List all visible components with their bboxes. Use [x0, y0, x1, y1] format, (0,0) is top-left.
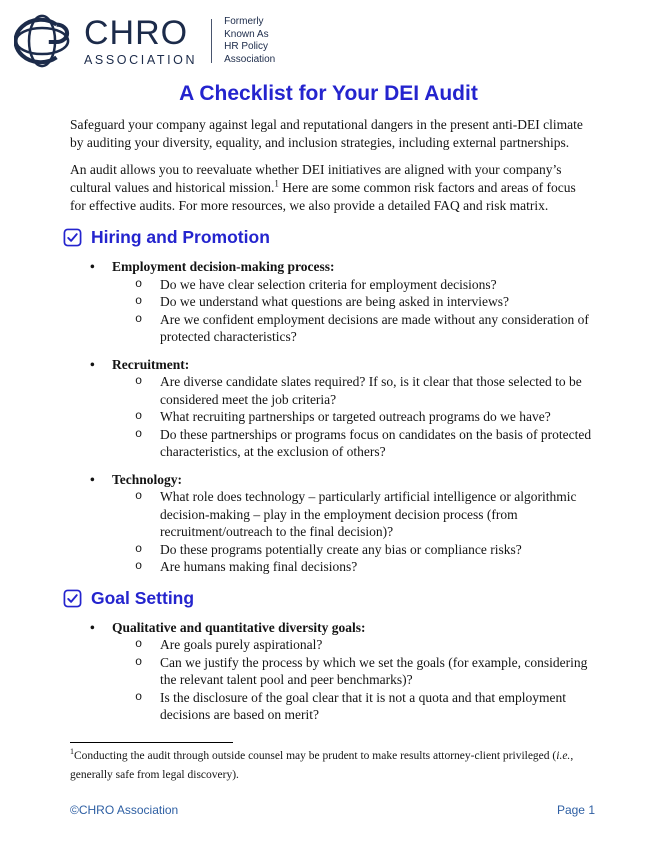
- sub-bullet-marker: o: [135, 541, 143, 556]
- footnote-reference: 1: [274, 178, 279, 189]
- sub-bullet-item: [70, 408, 592, 426]
- sub-bullet-text: Do these partnerships or programs focus on candidates on the basis of protected characteristics, at the exclusion of others?: [160, 426, 592, 459]
- bullet-item: [70, 619, 592, 637]
- bullet-marker: •: [90, 471, 95, 487]
- section-heading-hiring-and-promotion: [63, 227, 592, 248]
- logo-name: CHRO: [84, 13, 189, 52]
- bullet-group: [70, 619, 592, 724]
- bullet-group: [70, 471, 592, 576]
- sub-bullet-item: [70, 426, 592, 461]
- sub-bullet-text: Do we understand what questions are being asked in interviews?: [160, 294, 510, 309]
- sub-bullet-marker: o: [135, 311, 143, 326]
- intro-paragraph-1: Safeguard your company against legal and reputational dangers in the present anti-DEI climate by auditing your diversity, equality, and inclusion strategies, including external partnerships.: [70, 117, 583, 150]
- sub-bullet-marker: o: [135, 689, 143, 704]
- bullet-group: [70, 258, 592, 346]
- page-footer: [70, 803, 595, 817]
- page-title: A Checklist for Your DEI Audit: [179, 82, 478, 105]
- bullet-item: [70, 471, 592, 489]
- sub-bullet-text: Are diverse candidate slates required? If so, is it clear that those selected to be considered meet the job criteria?: [160, 374, 582, 407]
- logo-tagline: [224, 16, 275, 66]
- chro-globe-icon: [14, 14, 72, 68]
- bullet-label: Technology:: [112, 471, 183, 487]
- logo: [14, 14, 275, 68]
- bullet-label: Employment decision-making process:: [112, 259, 335, 274]
- tagline-line: Formerly: [224, 16, 264, 27]
- sub-bullet-marker: o: [135, 654, 143, 669]
- sub-bullet-text: Are we confident employment decisions are made without any consideration of protected characteristics?: [160, 311, 589, 344]
- sub-bullet-marker: o: [135, 374, 143, 388]
- section-heading-label: Hiring and Promotion: [91, 227, 270, 247]
- bullet-group: [70, 356, 592, 461]
- sub-bullet-item: [70, 293, 592, 311]
- logo-subname: ASSOCIATION: [84, 52, 198, 67]
- document-body: [70, 116, 592, 734]
- sub-bullet-item: [70, 654, 592, 689]
- tagline-line: HR Policy: [224, 41, 269, 52]
- sub-bullet-item: [70, 276, 592, 294]
- sub-bullet-text: Are humans making final decisions?: [160, 559, 358, 574]
- sub-bullet-marker: o: [135, 409, 143, 423]
- sub-bullet-item: [70, 636, 592, 654]
- bullet-marker: •: [90, 259, 95, 274]
- intro-paragraph-2: [70, 161, 592, 215]
- section-heading-label: Goal Setting: [91, 587, 195, 608]
- footnote-segment: , generally safe from legal discovery).: [70, 750, 574, 781]
- sub-bullet-marker: o: [135, 276, 143, 291]
- bullet-marker: •: [90, 356, 95, 372]
- bullet-item: [70, 356, 592, 374]
- sub-bullet-marker: o: [135, 426, 143, 441]
- section-heading-goal-setting: [63, 588, 592, 609]
- sub-bullet-marker: o: [135, 489, 143, 503]
- footnote-segment: Conducting the audit through outside counsel may be prudent to make results attorney-client privileged (: [74, 750, 557, 762]
- sub-bullet-item: [70, 311, 592, 346]
- bullet-marker: •: [90, 619, 95, 635]
- sub-bullet-text: What role does technology – particularly artificial intelligence or algorithmic decision-making – play in the employment decision process (from recruitment/outreach to the final decision)?: [160, 489, 577, 539]
- footer-page-number: Page 1: [556, 803, 595, 817]
- sub-bullet-item: [70, 689, 592, 724]
- sub-bullet-marker: o: [135, 294, 143, 308]
- logo-divider: [211, 19, 212, 63]
- sub-bullet-item: [70, 558, 592, 576]
- footnote-number: 1: [70, 747, 74, 757]
- sub-bullet-text: Are goals purely aspirational?: [160, 637, 323, 652]
- bullet-item: [70, 258, 592, 276]
- intro-p2-text: Here are some common risk factors and areas of focus for effective audits. For more resources, we also provide a detailed FAQ and risk matrix.: [70, 180, 576, 213]
- sub-bullet-text: Do we have clear selection criteria for employment decisions?: [160, 276, 497, 292]
- sub-bullet-item: [70, 373, 592, 408]
- footer-copyright: ©CHRO Association: [70, 803, 179, 817]
- tagline-line: Known As: [224, 28, 269, 40]
- sub-bullet-text: Is the disclosure of the goal clear that it is not a quota and that employment decisions are based on merit?: [160, 689, 567, 722]
- sub-bullet-marker: o: [135, 637, 143, 651]
- sub-bullet-item: [70, 488, 592, 541]
- sub-bullet-text: Can we justify the process by which we set the goals (for example, considering the relevant talent pool and peer benchmarks)?: [160, 654, 588, 687]
- sub-bullet-text: What recruiting partnerships or targeted outreach programs do we have?: [160, 409, 551, 424]
- sub-bullet-text: Do these programs potentially create any bias or compliance risks?: [160, 541, 522, 557]
- footnote: [70, 742, 592, 785]
- tagline-line: Association: [224, 53, 276, 65]
- sub-bullet-item: [70, 541, 592, 559]
- footnote-divider: [70, 742, 233, 743]
- bullet-label: Recruitment:: [112, 356, 190, 372]
- footnote-italic-segment: i.e.: [556, 750, 571, 762]
- footnote-text: [70, 747, 592, 785]
- sub-bullet-marker: o: [135, 559, 143, 573]
- checked-checkbox-icon: [63, 589, 82, 608]
- intro-p2-text: An audit allows you to reevaluate whether DEI initiatives are aligned with your company’s cultural values and historical mission.: [70, 162, 562, 195]
- logo-wordmark: [84, 13, 198, 67]
- bullet-label: Qualitative and quantitative diversity goals:: [112, 619, 366, 635]
- checked-checkbox-icon: [63, 228, 82, 247]
